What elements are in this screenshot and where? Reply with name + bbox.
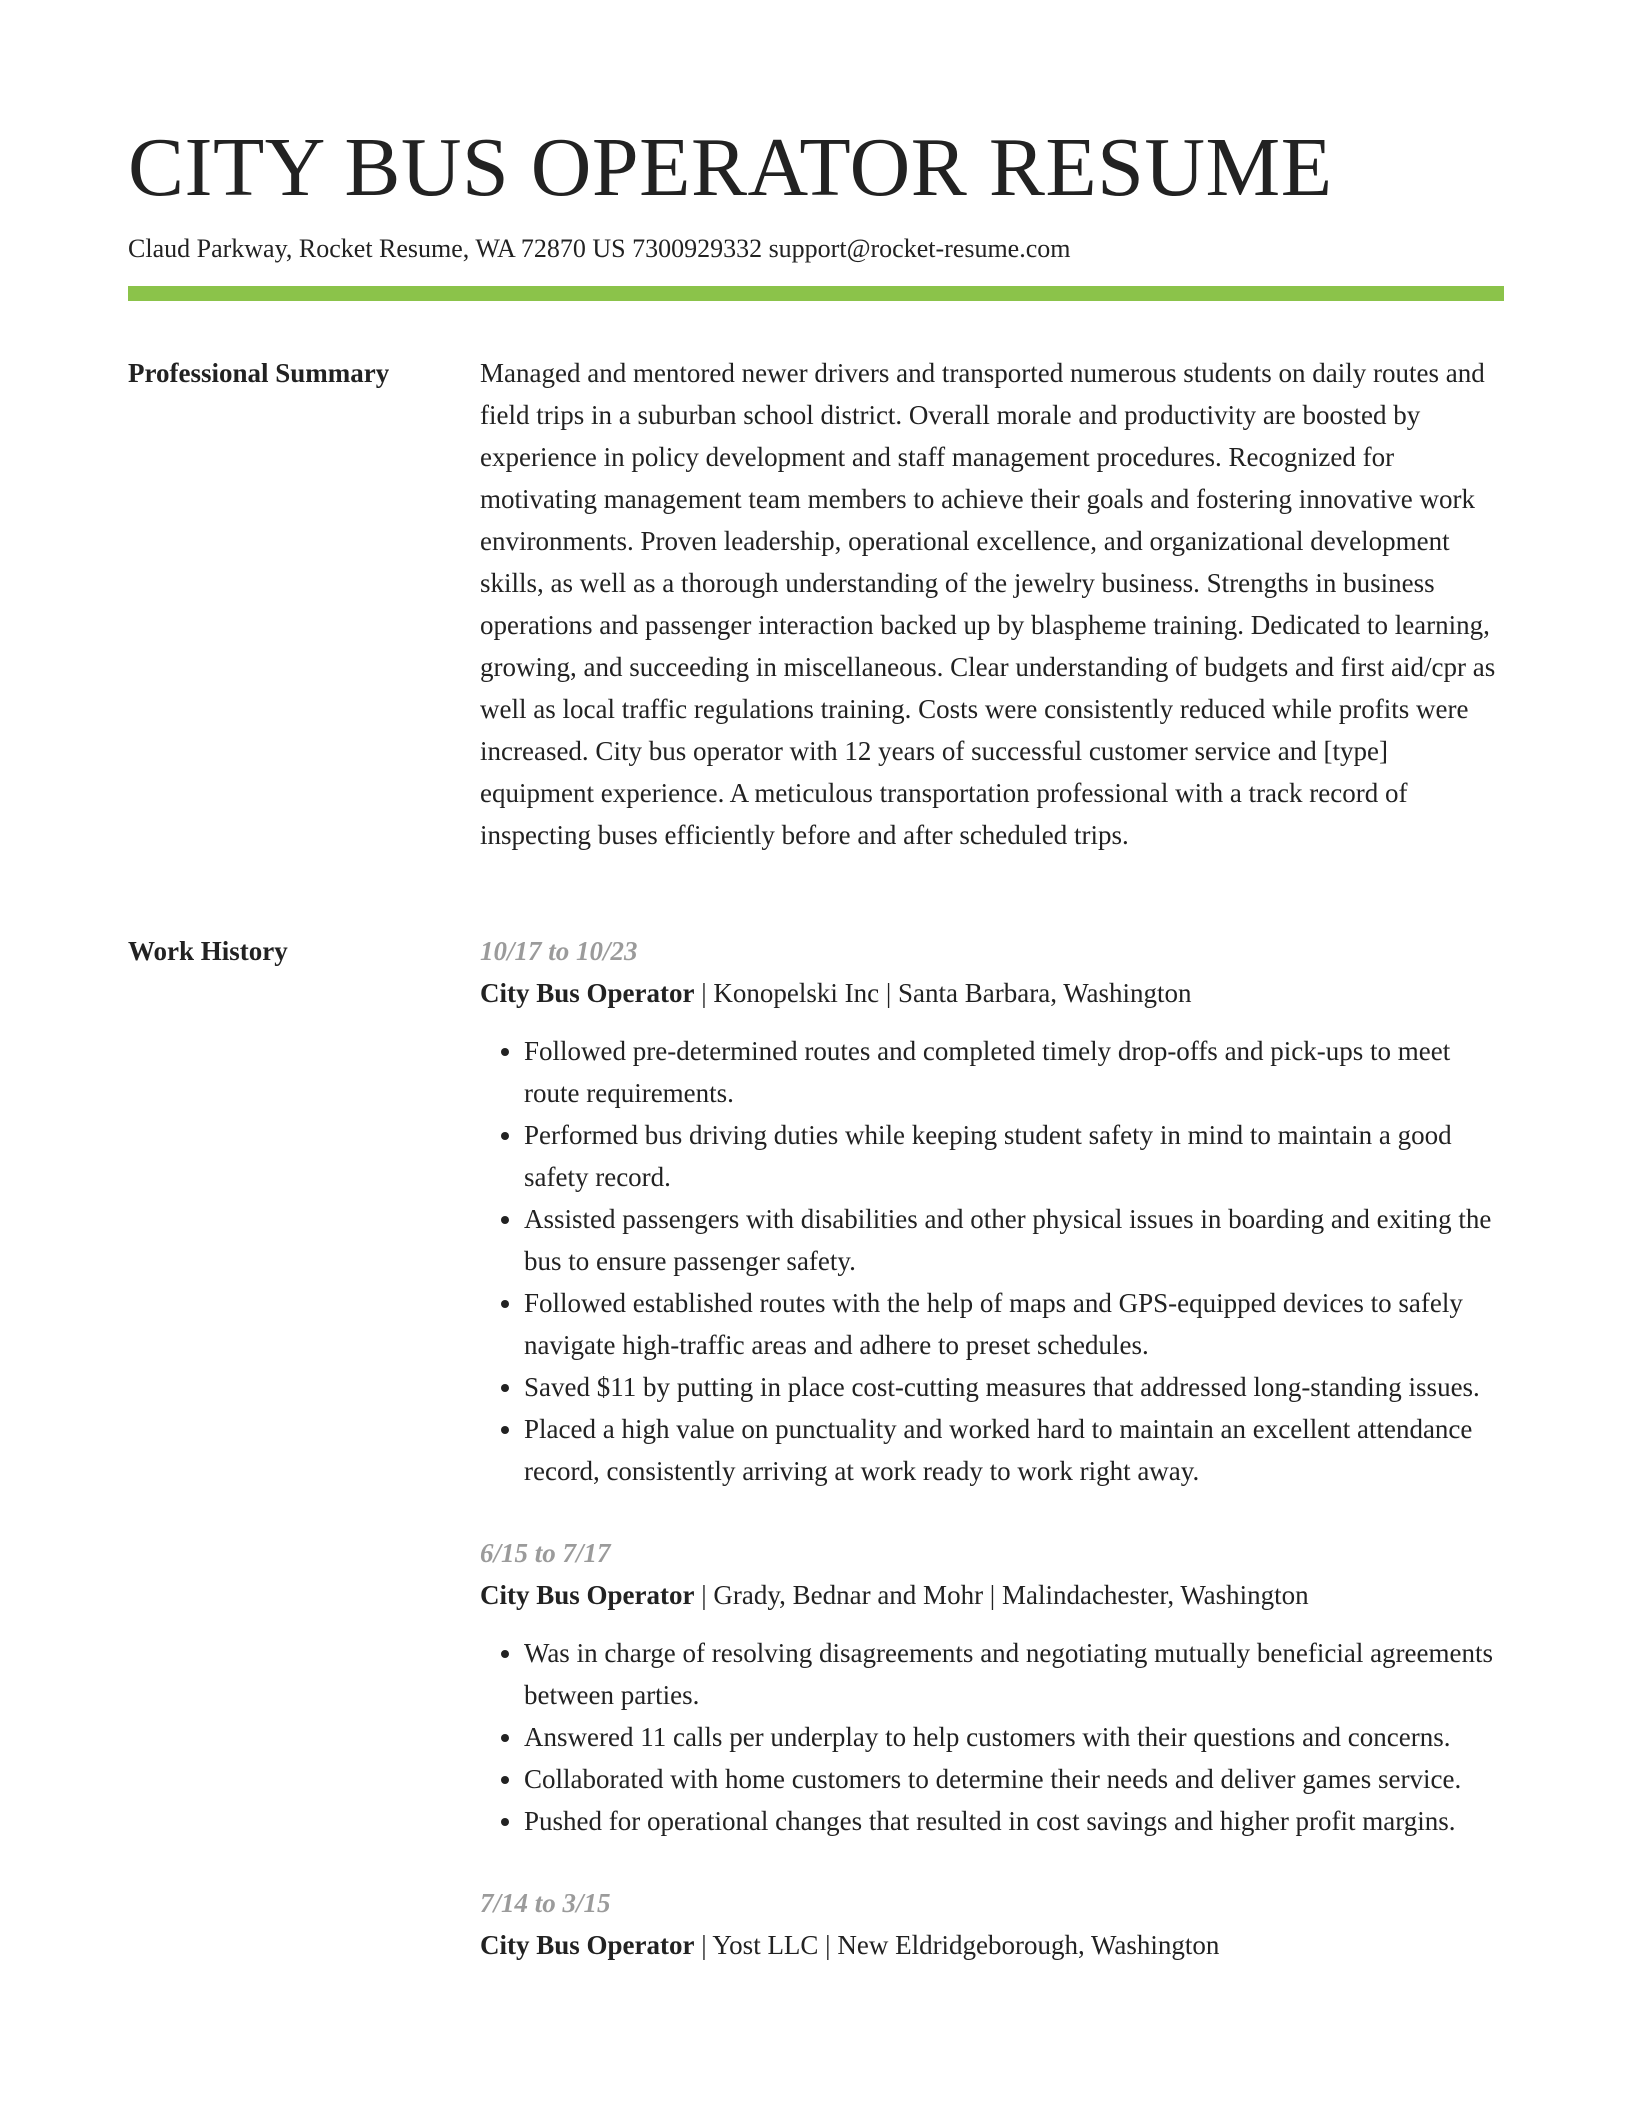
- job-title-line: [480, 972, 1504, 1014]
- job-dates: 10/17 to 10/23: [480, 936, 638, 966]
- work-history-body: [480, 930, 1504, 2006]
- resume-title: CITY BUS OPERATOR RESUME: [128, 121, 1333, 214]
- job-bullet: • Collaborated with home customers to determine their needs and deliver games service.: [524, 1758, 1504, 1800]
- job-bullets: [480, 1030, 1504, 1492]
- contact-line: Claud Parkway, Rocket Resume, WA 72870 US 7300929332 support@rocket-resume.com: [128, 234, 1071, 263]
- job-entry: [480, 1882, 1504, 1966]
- job-bullet: • Answered 11 calls per underplay to help customers with their questions and concerns.: [524, 1716, 1504, 1758]
- job-bullet: • Placed a high value on punctuality and worked hard to maintain an excellent attendance record, consistently arriving at work ready to work right away.: [524, 1408, 1504, 1492]
- job-bullet: • Pushed for operational changes that resulted in cost savings and higher profit margins.: [524, 1800, 1504, 1842]
- job-bullet: • Assisted passengers with disabilities and other physical issues in boarding and exiting the bus to ensure passenger safety.: [524, 1198, 1504, 1282]
- job-entry: [480, 930, 1504, 1492]
- summary-text: Managed and mentored newer drivers and transported numerous students on daily routes and field trips in a suburban school district. Overall morale and productivity are boosted by experience in policy development and staff management procedures. Recognized for motivating management team members to achieve their goals and fostering innovative work environments. Proven leadership, operational excellence, and organizational development skills, as well as a thorough understanding of the jewelry business. Strengths in business operations and passenger interaction backed up by blaspheme training. Dedicated to learning, growing, and succeeding in miscellaneous. Clear understanding of budgets and first aid/cpr as well as local traffic regulations training. Costs were consistently reduced while profits were increased. City bus operator with 12 years of successful customer service and [type] equipment experience. A meticulous transportation professional with a track record of inspecting buses efficiently before and after scheduled trips.: [480, 358, 1496, 850]
- job-dates: 7/14 to 3/15: [480, 1888, 611, 1918]
- job-bullet: • Followed pre-determined routes and completed timely drop-offs and pick-ups to meet route requirements.: [524, 1030, 1504, 1114]
- job-title-line: [480, 1574, 1504, 1616]
- summary-label: Professional Summary: [128, 358, 390, 388]
- job-details: | Konopelski Inc | Santa Barbara, Washington: [694, 978, 1192, 1008]
- job-bullets: [480, 1632, 1504, 1842]
- work-history-label: Work History: [128, 936, 288, 966]
- accent-rule: [128, 286, 1504, 301]
- job-details: | Grady, Bednar and Mohr | Malindachester, Washington: [694, 1580, 1309, 1610]
- job-bullet: • Followed established routes with the help of maps and GPS-equipped devices to safely navigate high-traffic areas and adhere to preset schedules.: [524, 1282, 1504, 1366]
- job-entry: [480, 1532, 1504, 1842]
- summary-body: [480, 352, 1504, 856]
- job-bullet: • Was in charge of resolving disagreements and negotiating mutually beneficial agreements between parties.: [524, 1632, 1504, 1716]
- job-bullet: • Performed bus driving duties while keeping student safety in mind to maintain a good safety record.: [524, 1114, 1504, 1198]
- job-title-line: [480, 1924, 1504, 1966]
- job-bullet: • Saved $11 by putting in place cost-cutting measures that addressed long-standing issues.: [524, 1366, 1504, 1408]
- job-title: City Bus Operator: [480, 978, 695, 1008]
- job-title: City Bus Operator: [480, 1580, 695, 1610]
- job-details: | Yost LLC | New Eldridgeborough, Washington: [694, 1930, 1220, 1960]
- job-dates: 6/15 to 7/17: [480, 1538, 611, 1568]
- job-title: City Bus Operator: [480, 1930, 695, 1960]
